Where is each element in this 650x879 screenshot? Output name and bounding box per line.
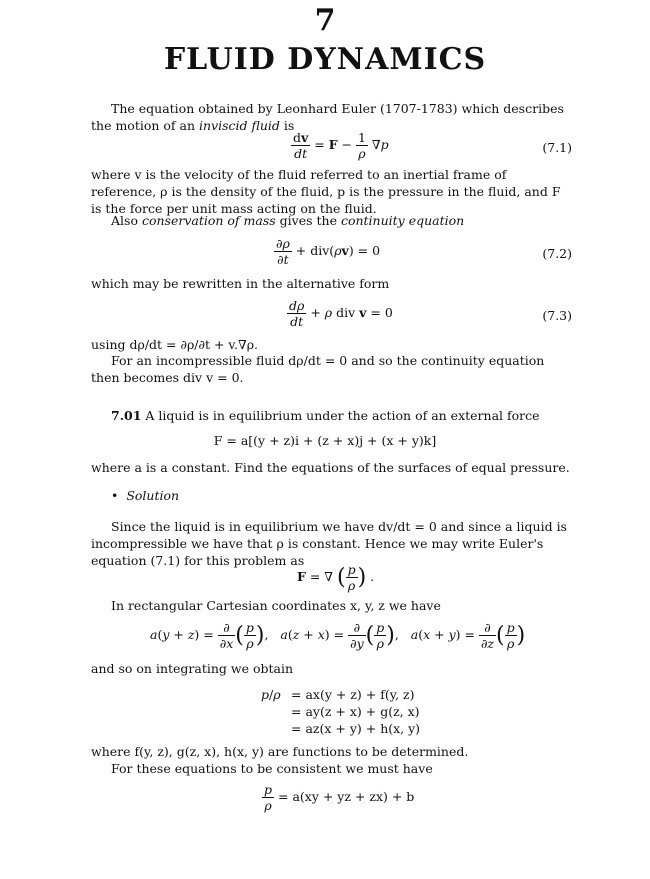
integral-line-2: = ay(z + x) + g(z, x)	[291, 704, 420, 719]
euler-gradient-equation: F = ∇ ( $\frac{p}{\rho}$ ) .	[297, 562, 375, 593]
intro-text: The equation obtained by Leonhard Euler (1707-1783) which describes the motion of an	[91, 101, 564, 133]
continuity-term: continuity equation	[340, 213, 465, 228]
conservation-paragraph	[91, 212, 573, 229]
solution-label: Solution	[126, 488, 180, 503]
integral-line-3: = az(x + y) + h(x, y)	[291, 721, 421, 736]
partial-derivative-equations: a(y + z) = $\frac{\partial}{\partial x}$ ( $\frac{p}{\rho}$ ), a(z + x) = $\frac{\partial}{\partial y}$ ( $\frac{p}{\rho}$ ), a(x + y) = $\frac{\partial}{\partial z}$ ( $\frac{p}{\rho}$ )	[150, 620, 526, 651]
chapter-number: 7	[314, 3, 336, 38]
intro-paragraph	[91, 100, 573, 134]
equation-7-1: $\frac{dv}{dt}$ = F − $\frac{1}{\rho}$ ∇p	[293, 130, 389, 161]
alternative-form-text: which may be rewritten in the alternative form	[91, 276, 390, 291]
incompressible-paragraph: For an incompressible fluid dρ/dt = 0 and so the continuity equation then becomes div v = 0.	[91, 353, 545, 385]
equation-number-7-3: (7.3)	[542, 308, 572, 323]
equation-number-7-2: (7.2)	[542, 246, 572, 261]
bullet-icon: •	[111, 488, 119, 503]
conservation-term: conservation of mass	[141, 213, 276, 228]
equation-7-3: $\frac{d\rho}{dt}$ + ρ div v = 0	[289, 298, 393, 329]
cartesian-paragraph: In rectangular Cartesian coordinates x, y, z we have	[111, 598, 441, 613]
intro-text-end: is	[279, 118, 295, 133]
using-text: using dρ/dt = ∂ρ/∂t + v.∇ρ.	[91, 337, 259, 352]
integrating-text: and so on integrating we obtain	[91, 661, 294, 676]
problem-statement	[91, 407, 573, 424]
integral-line-1: = ax(y + z) + f(y, z)	[291, 687, 415, 702]
problem-question: where a is a constant. Find the equations of the surfaces of equal pressure.	[91, 460, 570, 475]
problem-label: 7.01	[111, 408, 142, 423]
consistency-text: For these equations to be consistent we must have	[111, 761, 433, 776]
chapter-title: FLUID DYNAMICS	[163, 42, 487, 77]
solution-heading	[111, 488, 179, 503]
final-equation: $\frac{p}{\rho}$ = a(xy + yz + zx) + b	[264, 782, 415, 813]
functions-text: where f(y, z), g(z, x), h(x, y) are functions to be determined.	[91, 744, 469, 759]
force-equation: F = a[(y + z)i + (z + x)j + (x + y)k]	[213, 433, 437, 448]
final-equation-rhs: = a(xy + yz + zx) + b	[278, 789, 415, 804]
definitions-paragraph: where v is the velocity of the fluid referred to an inertial frame of reference, ρ is the density of the fluid, p is the pressure in the fluid, and F is the force per unit mass acting on the fluid.	[91, 167, 561, 216]
conservation-text: Also	[111, 213, 142, 228]
integrated-equations: p/ρ = ax(y + z) + f(y, z) = ay(z + x) + g(z, x) = az(x + y) + h(x, y)	[261, 687, 421, 736]
equation-number-7-1: (7.1)	[542, 140, 572, 155]
solution-paragraph-1: Since the liquid is in equilibrium we have dv/dt = 0 and since a liquid is incompressible we have that ρ is constant. Hence we may write Euler's equation (7.1) for this problem as	[91, 519, 567, 568]
conservation-text-mid: gives the	[275, 213, 341, 228]
inviscid-fluid-term: inviscid fluid	[199, 118, 280, 133]
problem-text: A liquid is in equilibrium under the action of an external force	[141, 408, 540, 423]
equation-7-2: $\frac{\partial\rho}{\partial t}$ + div(ρv) = 0	[276, 236, 381, 267]
